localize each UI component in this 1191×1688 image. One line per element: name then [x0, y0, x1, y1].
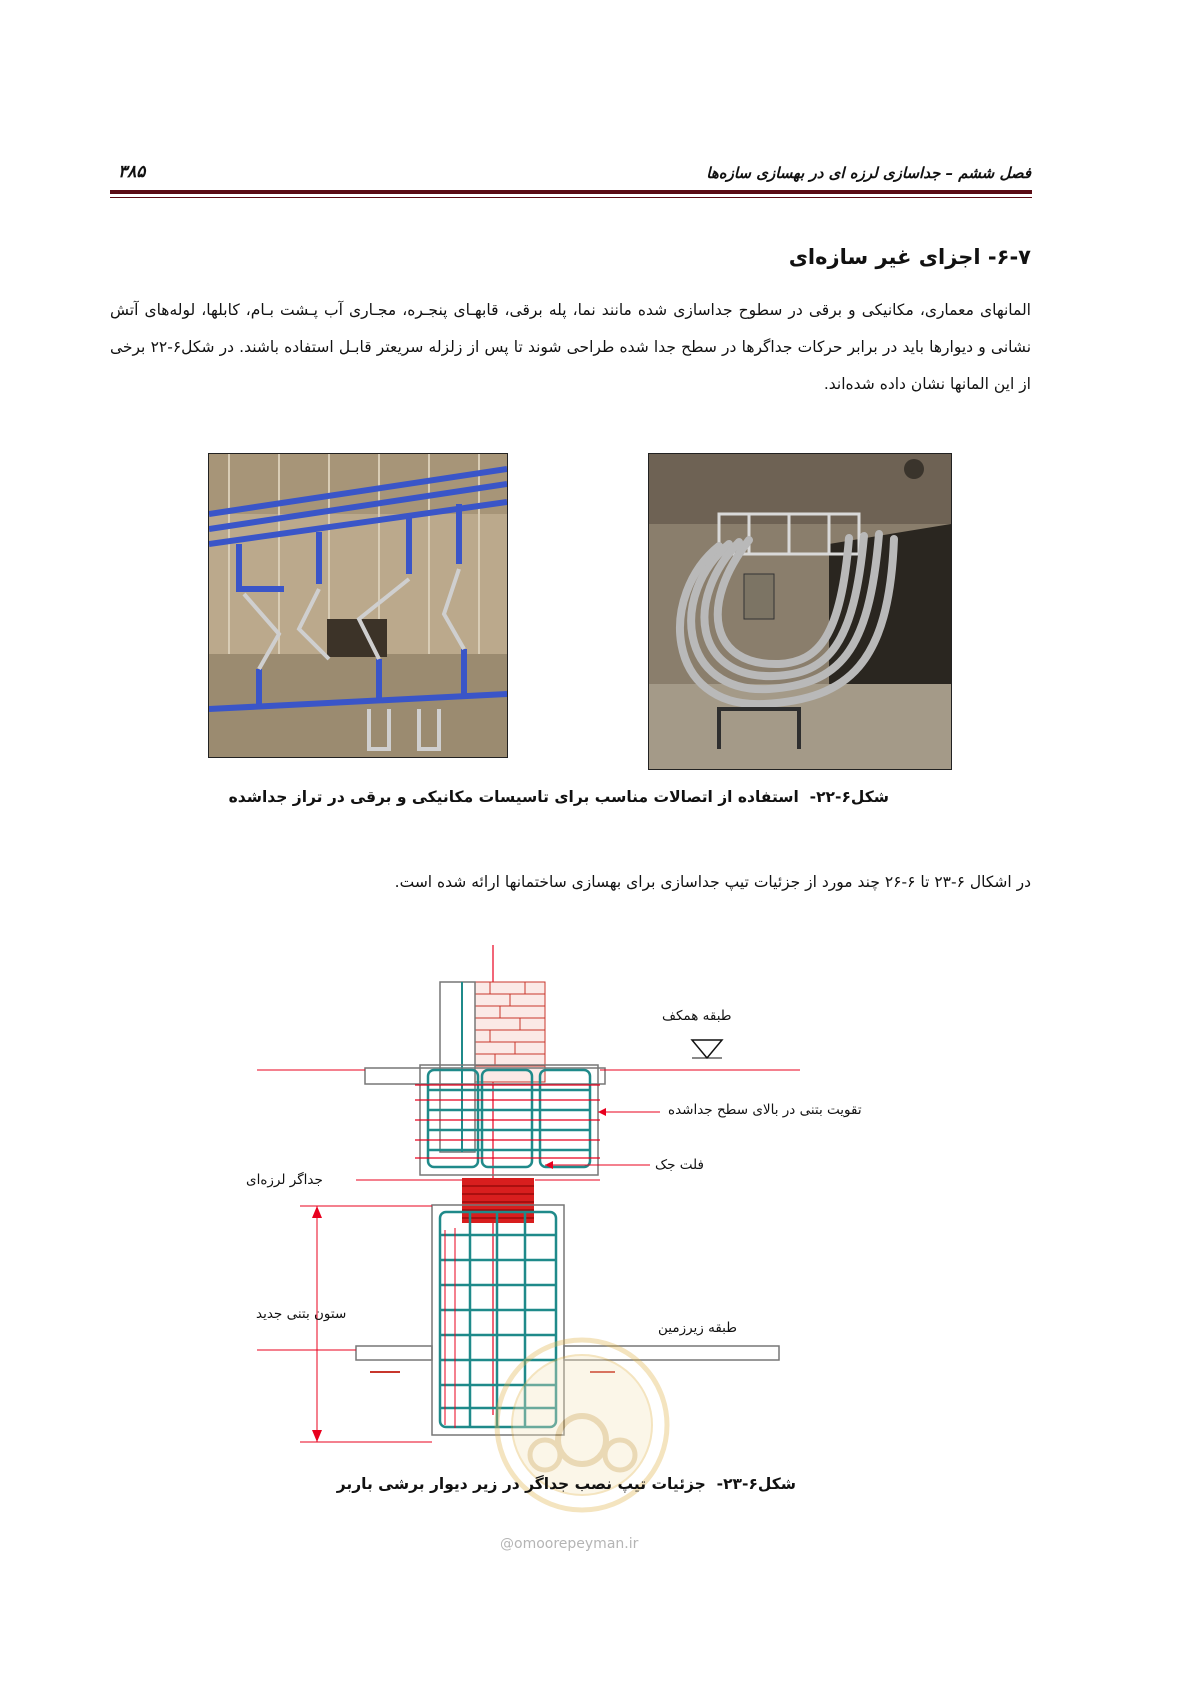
label-isolator: جداگر لرزه‌ای	[246, 1172, 323, 1188]
page-number: ۳۸۵	[118, 162, 146, 182]
figure22-caption-text: استفاده از اتصالات مناسب برای تاسیسات مکانیکی و برقی در تراز جداشده	[228, 788, 799, 806]
header-rule-thin	[110, 197, 1032, 198]
watermark-url: @omoorepeyman.ir	[500, 1536, 639, 1552]
figure22-number: شکل۶-۲۲-	[809, 788, 889, 806]
at-icon: @	[500, 1536, 514, 1552]
label-basement: طبقه زیرزمین	[658, 1320, 738, 1336]
label-ground-floor: طبقه همکف	[662, 1008, 732, 1024]
figure23-caption-text: جزئیات تیپ نصب جداگر در زیر دیوار برشی باربر	[336, 1475, 706, 1493]
label-flat-jack: فلت جک	[655, 1157, 704, 1173]
figure23-number: شکل۶-۲۳-	[716, 1475, 796, 1493]
figure23-intro: در اشکال ۶-۲۳ تا ۶-۲۶ چند مورد از جزئیات تیپ جداسازی برای بهسازی ساختمانها ارائه شده است.	[394, 873, 1031, 891]
section-heading: ۶-۷- اجزای غیر سازه‌ای	[788, 245, 1031, 269]
chapter-title: فصل ششم – جداسازی لرزه ای در بهسازی سازه‌ها	[706, 164, 1031, 182]
photo-fire-pipes	[208, 453, 508, 758]
figure23-caption	[337, 1475, 796, 1493]
figure22-caption	[229, 788, 889, 806]
photo-electrical-cables	[648, 453, 952, 770]
section-paragraph: المانهای معماری، مکانیکی و برقی در سطوح جداسازی شده مانند نما، پله برقی، قابهـای پنجـره، مجـاری آب پـشت بـام، کابلها، لوله‌های آتش نشانی و دیوارها باید در برابر حرکات جداگرها در سطح جدا شده طراحی شوند تا پس از زلزله سریعتر قابـل استفاده باشند. در شکل۶-۲۲ برخی از این المانها نشان داده شده‌اند.	[110, 301, 1032, 393]
header-rule-thick	[110, 190, 1032, 194]
label-strengthening: تقویت بتنی در بالای سطح جداشده	[668, 1102, 862, 1118]
label-new-column: ستون بتنی جدید	[256, 1306, 347, 1322]
